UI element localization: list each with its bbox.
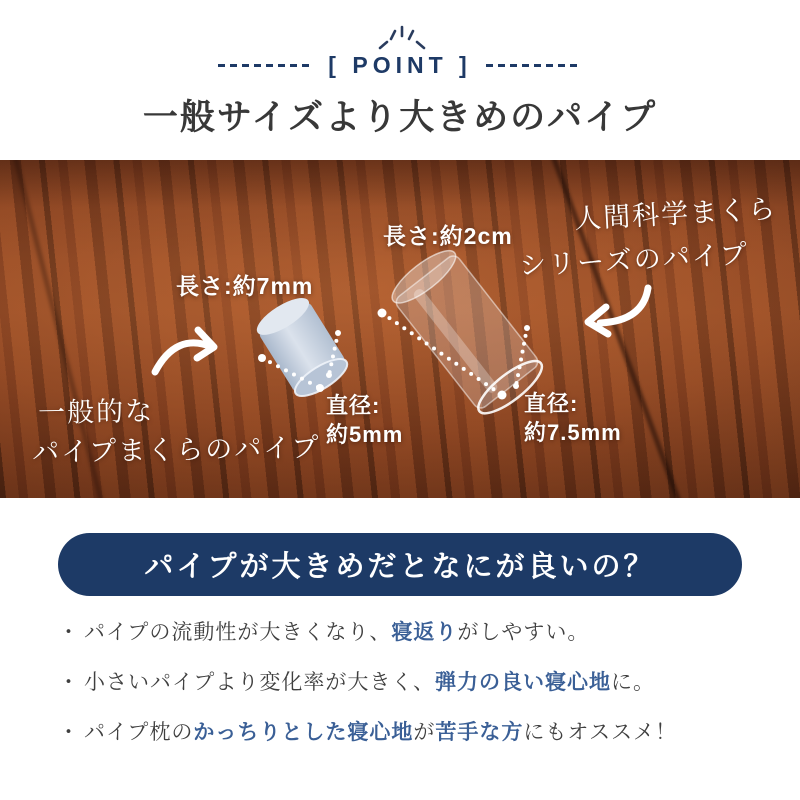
small-pipe-length-label: 長さ:約7mm: [176, 273, 314, 299]
benefit-bullet-3: ・ パイプ枕のかっちりとした寝心地が苦手な方にもオススメ！: [58, 721, 678, 744]
dash-line-right: [486, 64, 582, 67]
arrow-to-large-pipe-icon: [588, 288, 648, 334]
bracket-left: [: [328, 51, 341, 78]
dash-line-left: [218, 64, 314, 67]
benefits-heading-text: パイプが大きめだとなにが良いの？: [144, 551, 656, 583]
small-pipe-diameter-line2: 約5mm: [326, 422, 404, 447]
small-pipe-diameter-label: [326, 391, 403, 449]
small-pipe-image: [252, 291, 353, 403]
point-badge: [0, 50, 800, 80]
large-pipe-caption-line1: 人間科学まくら: [573, 193, 778, 235]
page-title: 一般サイズより大きめのパイプ: [142, 98, 658, 137]
large-pipe-diameter-line2: 約7.5mm: [524, 420, 622, 445]
benefits-list: [58, 618, 758, 768]
small-pipe-caption-line1: 一般的な: [37, 395, 155, 429]
large-pipe-caption-line2: シリーズのパイプ: [518, 239, 750, 281]
large-pipe-diameter-label: [524, 389, 622, 447]
product-photo: [0, 160, 800, 498]
small-pipe-caption-line2: パイプまくらのパイプ: [31, 432, 321, 468]
arrow-to-small-pipe-icon: [155, 330, 214, 372]
benefit-bullet-2: ・ 小さいパイプより変化率が大きく、弾力の良い寝心地に。: [58, 671, 655, 694]
point-text: POINT: [352, 51, 448, 78]
benefits-heading: [58, 533, 742, 596]
benefit-bullet-1: ・ パイプの流動性が大きくなり、寝返りがしやすい。: [58, 621, 590, 644]
large-pipe-diameter-line1: 直径:: [524, 391, 579, 416]
large-pipe-length-label: 長さ:約2cm: [383, 223, 513, 249]
bracket-right: ]: [459, 51, 472, 78]
header-section: [0, 0, 800, 160]
point-label: [328, 52, 471, 79]
small-pipe-diameter-line1: 直径:: [326, 393, 381, 418]
